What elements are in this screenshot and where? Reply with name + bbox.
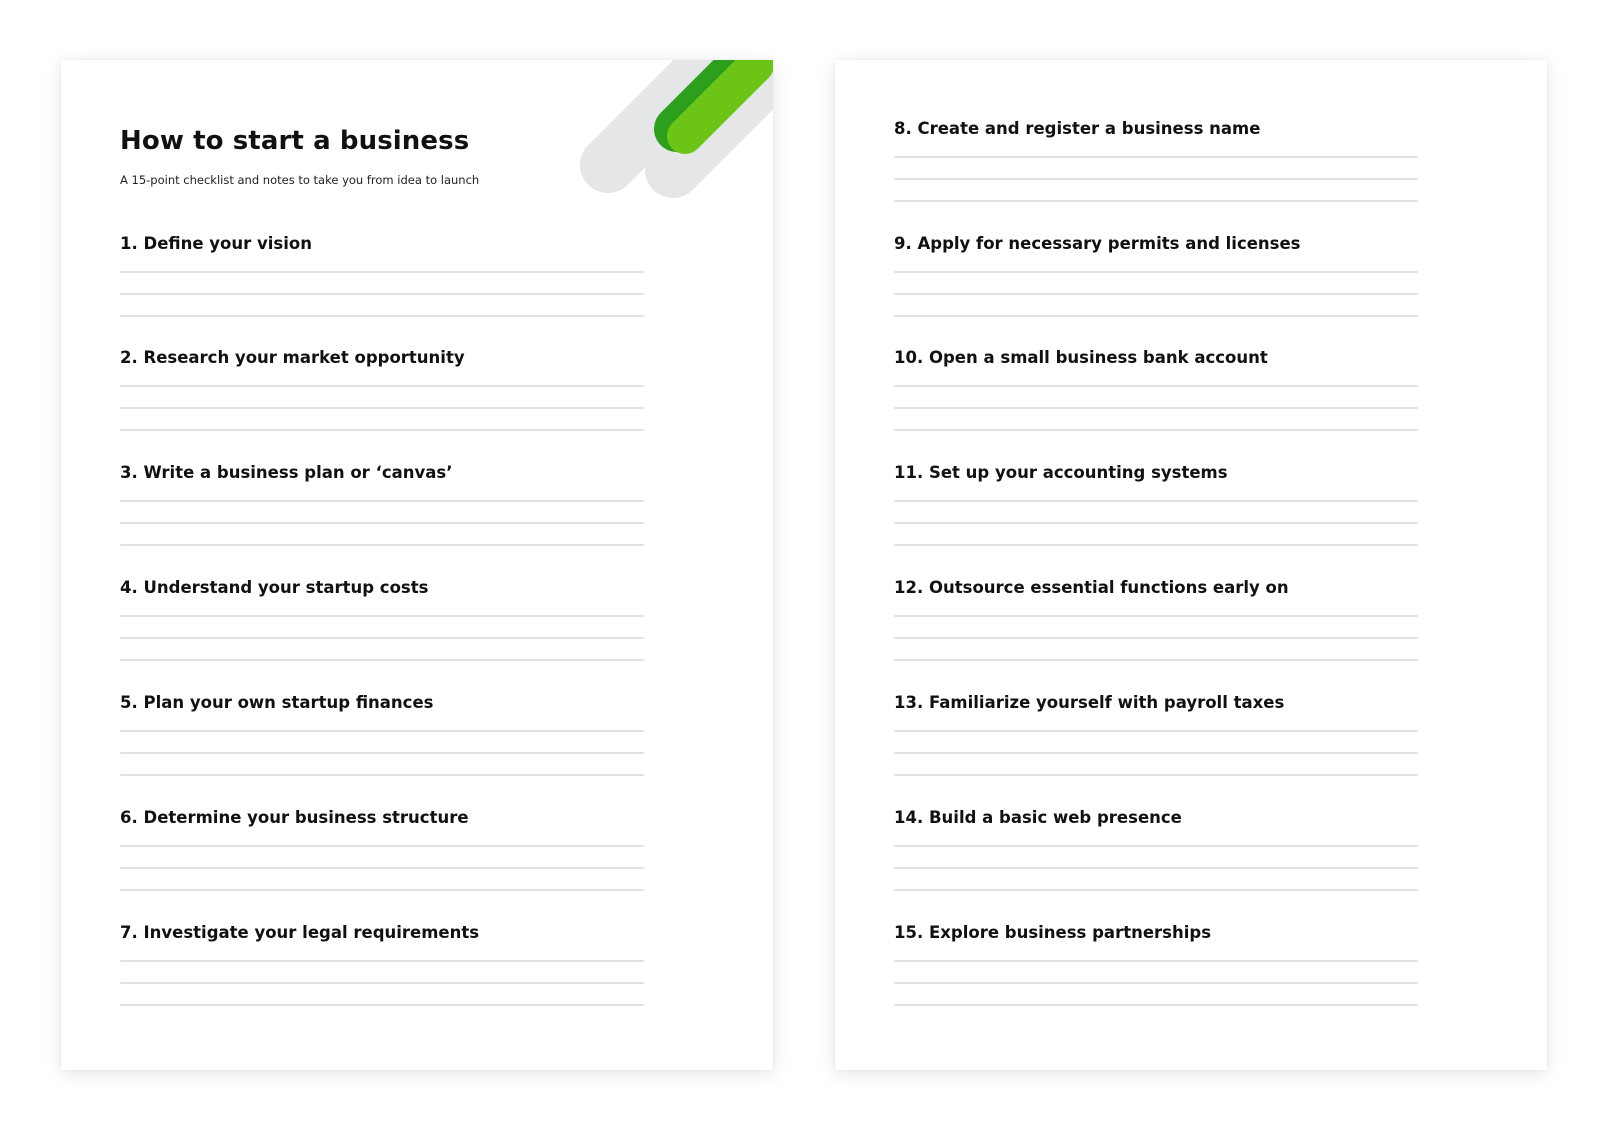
note-line[interactable] bbox=[894, 845, 1418, 847]
note-line[interactable] bbox=[894, 293, 1418, 295]
note-line[interactable] bbox=[894, 659, 1418, 661]
checklist-item bbox=[120, 807, 644, 891]
checklist-item bbox=[894, 577, 1418, 661]
checklist-item-title: 1. Define your vision bbox=[120, 234, 312, 253]
checklist-item bbox=[120, 692, 644, 776]
checklist-item-title: 15. Explore business partnerships bbox=[894, 923, 1212, 942]
note-line[interactable] bbox=[894, 615, 1418, 617]
checklist-item bbox=[120, 347, 644, 431]
note-line[interactable] bbox=[894, 774, 1418, 776]
note-line[interactable] bbox=[894, 867, 1418, 869]
note-line[interactable] bbox=[120, 752, 644, 754]
note-line[interactable] bbox=[120, 315, 644, 317]
document-title: How to start a business bbox=[120, 126, 470, 156]
note-line[interactable] bbox=[120, 544, 644, 546]
checklist-item-title: 5. Plan your own startup finances bbox=[120, 693, 434, 712]
checklist-item-title: 14. Build a basic web presence bbox=[894, 808, 1182, 827]
checklist-item bbox=[894, 462, 1418, 546]
note-line[interactable] bbox=[894, 178, 1418, 180]
note-line[interactable] bbox=[894, 544, 1418, 546]
checklist-item-title: 12. Outsource essential functions early on bbox=[894, 578, 1289, 597]
note-line[interactable] bbox=[894, 637, 1418, 639]
note-line[interactable] bbox=[120, 774, 644, 776]
note-line[interactable] bbox=[120, 522, 644, 524]
note-line[interactable] bbox=[894, 960, 1418, 962]
note-line[interactable] bbox=[894, 522, 1418, 524]
note-line[interactable] bbox=[120, 659, 644, 661]
note-line[interactable] bbox=[120, 730, 644, 732]
note-line[interactable] bbox=[120, 867, 644, 869]
note-line[interactable] bbox=[894, 1004, 1418, 1006]
note-line[interactable] bbox=[120, 845, 644, 847]
checklist-item bbox=[894, 692, 1418, 776]
checklist-item bbox=[120, 922, 644, 1006]
note-line[interactable] bbox=[894, 752, 1418, 754]
checklist-page-right bbox=[835, 60, 1547, 1070]
note-line[interactable] bbox=[894, 271, 1418, 273]
checklist-item bbox=[120, 233, 644, 317]
note-line[interactable] bbox=[120, 1004, 644, 1006]
note-line[interactable] bbox=[120, 293, 644, 295]
checklist-item bbox=[894, 118, 1418, 202]
checklist-item-title: 3. Write a business plan or ‘canvas’ bbox=[120, 463, 453, 482]
brand-stripes-decoration bbox=[573, 60, 773, 210]
note-line[interactable] bbox=[120, 407, 644, 409]
checklist-item-title: 8. Create and register a business name bbox=[894, 119, 1261, 138]
note-line[interactable] bbox=[894, 500, 1418, 502]
checklist-item-title: 2. Research your market opportunity bbox=[120, 348, 465, 367]
checklist-item-title: 6. Determine your business structure bbox=[120, 808, 469, 827]
checklist-item bbox=[120, 462, 644, 546]
checklist-item bbox=[894, 922, 1418, 1006]
document-subtitle: A 15-point checklist and notes to take you from idea to launch bbox=[120, 173, 480, 187]
checklist-item-title: 7. Investigate your legal requirements bbox=[120, 923, 480, 942]
note-line[interactable] bbox=[894, 429, 1418, 431]
note-line[interactable] bbox=[120, 429, 644, 431]
note-line[interactable] bbox=[894, 889, 1418, 891]
note-line[interactable] bbox=[894, 982, 1418, 984]
checklist-item-title: 4. Understand your startup costs bbox=[120, 578, 429, 597]
note-line[interactable] bbox=[894, 156, 1418, 158]
checklist-item bbox=[894, 807, 1418, 891]
checklist-item bbox=[894, 347, 1418, 431]
checklist-page-left bbox=[61, 60, 773, 1070]
note-line[interactable] bbox=[894, 730, 1418, 732]
note-line[interactable] bbox=[120, 637, 644, 639]
note-line[interactable] bbox=[894, 200, 1418, 202]
checklist-item-title: 10. Open a small business bank account bbox=[894, 348, 1268, 367]
note-line[interactable] bbox=[120, 982, 644, 984]
note-line[interactable] bbox=[894, 407, 1418, 409]
note-line[interactable] bbox=[120, 889, 644, 891]
checklist-item bbox=[894, 233, 1418, 317]
checklist-item bbox=[120, 577, 644, 661]
note-line[interactable] bbox=[894, 315, 1418, 317]
note-line[interactable] bbox=[120, 271, 644, 273]
checklist-item-title: 9. Apply for necessary permits and licenses bbox=[894, 234, 1301, 253]
note-line[interactable] bbox=[120, 500, 644, 502]
note-line[interactable] bbox=[120, 960, 644, 962]
checklist-item-title: 11. Set up your accounting systems bbox=[894, 463, 1228, 482]
note-line[interactable] bbox=[120, 615, 644, 617]
note-line[interactable] bbox=[120, 385, 644, 387]
checklist-item-title: 13. Familiarize yourself with payroll taxes bbox=[894, 693, 1285, 712]
note-line[interactable] bbox=[894, 385, 1418, 387]
